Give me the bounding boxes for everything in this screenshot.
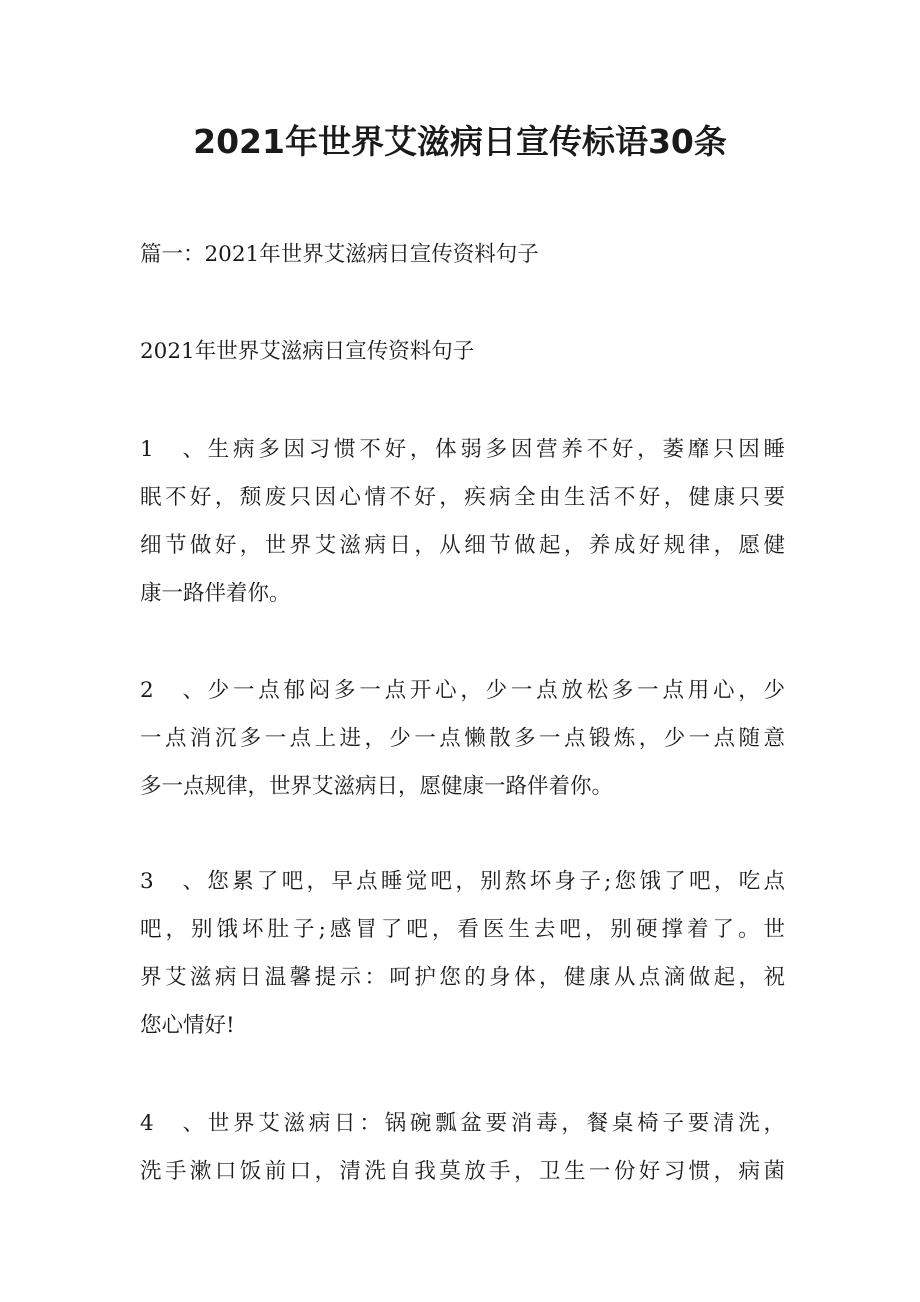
slogan-line: 眠不好，颓废只因心情不好，疾病全由生活不好，健康只要 — [140, 485, 785, 510]
slogan-line: 多一点规律，世界艾滋病日，愿健康一路伴着你。 — [140, 774, 614, 799]
item-number: 3、 — [140, 869, 204, 894]
line-text: 您累了吧，早点睡觉吧，别熬坏身子;您饿了吧，吃点 — [204, 869, 785, 894]
slogan-line: 洗手漱口饭前口，清洗自我莫放手，卫生一份好习惯，病菌 — [140, 1159, 785, 1184]
slogan-line: 吧，别饿坏肚子;感冒了吧，看医生去吧，别硬撑着了。世 — [140, 917, 785, 942]
line-text: 少一点郁闷多一点开心，少一点放松多一点用心，少 — [204, 678, 785, 703]
slogan-line: 界艾滋病日温馨提示：呵护您的身体，健康从点滴做起，祝 — [140, 965, 785, 990]
slogan-line — [140, 1100, 785, 1148]
slogan-item-4 — [140, 1100, 785, 1196]
slogan-line: 您心情好! — [140, 1013, 235, 1038]
section-heading: 篇一：2021年世界艾滋病日宣传资料句子 — [140, 242, 539, 267]
line-text: 生病多因习惯不好，体弱多因营养不好，萎靡只因睡 — [204, 437, 785, 462]
slogan-item-3 — [140, 858, 785, 1050]
slogan-line: 一点消沉多一点上进，少一点懒散多一点锻炼，少一点随意 — [140, 726, 785, 751]
slogan-item-2 — [140, 667, 785, 811]
slogan-item-1 — [140, 426, 785, 618]
subheading: 2021年世界艾滋病日宣传资料句子 — [140, 339, 475, 364]
item-number: 1、 — [140, 437, 204, 462]
document-title: 2021年世界艾滋病日宣传标语30条 — [193, 122, 727, 161]
slogan-line — [140, 426, 785, 474]
item-number: 4、 — [140, 1111, 204, 1136]
slogan-line: 康一路伴着你。 — [140, 581, 291, 606]
slogan-line: 细节做好，世界艾滋病日，从细节做起，养成好规律，愿健 — [140, 533, 785, 558]
line-text: 世界艾滋病日：锅碗瓢盆要消毒，餐桌椅子要清洗， — [204, 1111, 785, 1136]
item-number: 2、 — [140, 678, 204, 703]
slogan-line — [140, 667, 785, 715]
slogan-line — [140, 858, 785, 906]
